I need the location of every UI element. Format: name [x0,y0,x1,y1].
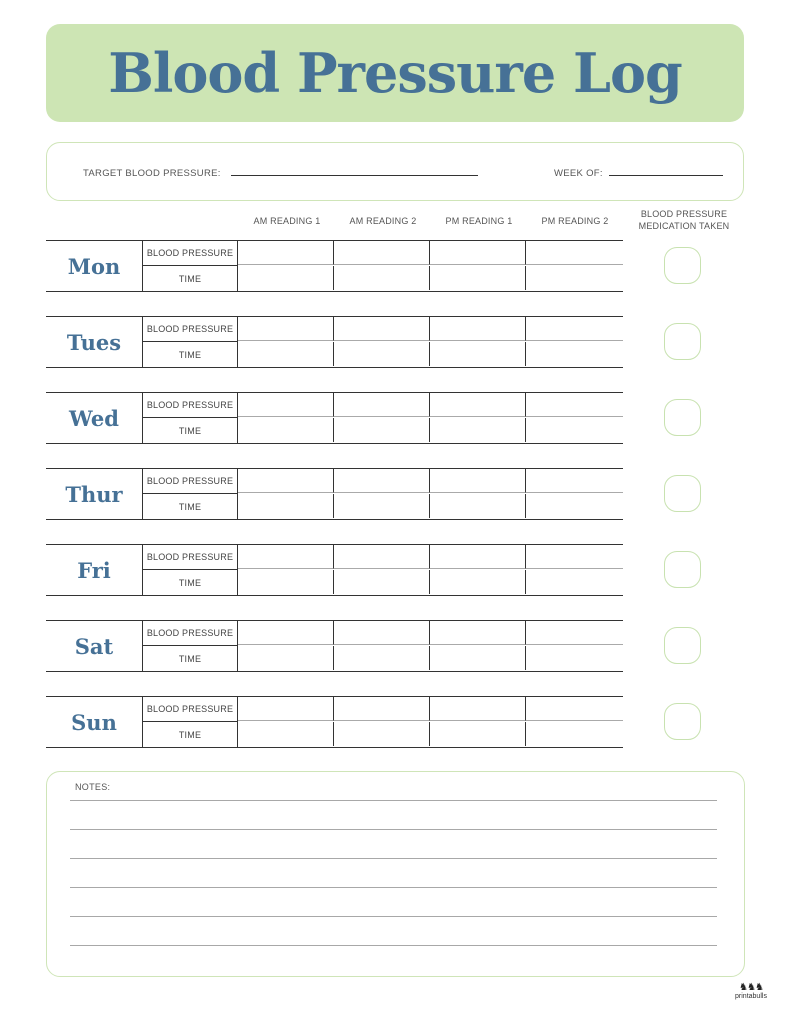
day-name: Wed [69,405,119,431]
time-cell-pm1[interactable] [430,646,526,670]
pressure-cell-pm2[interactable] [526,317,623,341]
time-cell-am2[interactable] [334,342,430,366]
row-label-time: TIME [142,722,238,747]
pressure-cell-am1[interactable] [238,469,334,493]
pressure-cell-pm1[interactable] [430,393,526,417]
time-cell-am2[interactable] [334,722,430,746]
pressure-cell-am1[interactable] [238,545,334,569]
medication-checkbox-wed[interactable] [664,399,701,436]
row-label-pressure: BLOOD PRESSURE [142,697,238,722]
time-cell-am2[interactable] [334,570,430,594]
col-am-reading-2: AM READING 2 [349,216,417,226]
col-am-reading-1: AM READING 1 [253,216,321,226]
pressure-cell-pm2[interactable] [526,393,623,417]
row-label-time: TIME [142,494,238,519]
day-row-sat [46,620,623,672]
target-pressure-label: TARGET BLOOD PRESSURE: [83,168,221,179]
time-cell-pm1[interactable] [430,570,526,594]
pressure-cell-pm2[interactable] [526,469,623,493]
time-cell-am2[interactable] [334,646,430,670]
pressure-cell-am1[interactable] [238,697,334,721]
time-cell-pm2[interactable] [526,570,623,594]
notes-line[interactable] [70,800,717,801]
day-row-sun [46,696,623,748]
brand-logo [727,983,775,1000]
day-row-tues [46,316,623,368]
pressure-cell-am1[interactable] [238,317,334,341]
pressure-cell-pm1[interactable] [430,317,526,341]
time-cell-am1[interactable] [238,722,334,746]
notes-label: NOTES: [75,782,111,792]
col-pm-reading-1: PM READING 1 [445,216,513,226]
time-cell-pm1[interactable] [430,722,526,746]
notes-line[interactable] [70,858,717,859]
time-cell-pm2[interactable] [526,266,623,290]
medication-checkbox-tues[interactable] [664,323,701,360]
pressure-cell-pm2[interactable] [526,621,623,645]
time-cell-am2[interactable] [334,494,430,518]
time-cell-am2[interactable] [334,266,430,290]
medication-checkbox-fri[interactable] [664,551,701,588]
day-name: Sat [74,633,114,659]
pressure-cell-pm1[interactable] [430,469,526,493]
medication-checkbox-mon[interactable] [664,247,701,284]
col-pm-reading-2: PM READING 2 [541,216,609,226]
pressure-cell-am1[interactable] [238,241,334,265]
pressure-cell-am2[interactable] [334,393,430,417]
pressure-cell-pm1[interactable] [430,545,526,569]
time-cell-pm2[interactable] [526,646,623,670]
time-cell-pm1[interactable] [430,266,526,290]
day-name: Thur [65,481,123,507]
day-name: Tues [66,329,122,355]
pressure-cell-pm2[interactable] [526,697,623,721]
pressure-cell-am2[interactable] [334,697,430,721]
time-cell-am1[interactable] [238,266,334,290]
day-name: Sun [71,709,117,735]
target-info-box [46,142,744,201]
week-of-field[interactable] [609,175,723,176]
row-label-pressure: BLOOD PRESSURE [142,317,238,342]
row-label-pressure: BLOOD PRESSURE [142,469,238,494]
pressure-cell-am1[interactable] [238,393,334,417]
pressure-cell-pm2[interactable] [526,545,623,569]
target-pressure-field[interactable] [231,175,478,176]
row-label-time: TIME [142,646,238,671]
row-label-pressure: BLOOD PRESSURE [142,241,238,266]
time-cell-am2[interactable] [334,418,430,442]
time-cell-am1[interactable] [238,646,334,670]
row-label-pressure: BLOOD PRESSURE [142,393,238,418]
day-row-wed [46,392,623,444]
time-cell-pm1[interactable] [430,418,526,442]
pressure-cell-am2[interactable] [334,317,430,341]
medication-checkbox-sun[interactable] [664,703,701,740]
time-cell-pm1[interactable] [430,342,526,366]
day-name: Fri [77,557,111,583]
time-cell-am1[interactable] [238,570,334,594]
pressure-cell-pm1[interactable] [430,621,526,645]
day-row-mon [46,240,623,292]
time-cell-pm1[interactable] [430,494,526,518]
notes-line[interactable] [70,887,717,888]
row-label-time: TIME [142,266,238,291]
time-cell-pm2[interactable] [526,722,623,746]
notes-line[interactable] [70,916,717,917]
row-label-time: TIME [142,418,238,443]
notes-line[interactable] [70,829,717,830]
pressure-cell-am2[interactable] [334,621,430,645]
row-label-pressure: BLOOD PRESSURE [142,545,238,570]
page-title: Blood Pressure Log [108,41,682,105]
brand-name: printabulls [735,993,767,1000]
bulls-logo-icon: ♞♞♞ [739,982,763,993]
medication-checkbox-sat[interactable] [664,627,701,664]
pressure-cell-pm2[interactable] [526,241,623,265]
time-cell-am1[interactable] [238,494,334,518]
pressure-cell-pm1[interactable] [430,697,526,721]
time-cell-am1[interactable] [238,342,334,366]
time-cell-pm2[interactable] [526,342,623,366]
day-name: Mon [67,253,121,279]
time-cell-pm2[interactable] [526,418,623,442]
pressure-cell-am2[interactable] [334,469,430,493]
row-label-time: TIME [142,342,238,367]
pressure-cell-pm1[interactable] [430,241,526,265]
week-of-label: WEEK OF: [554,168,603,179]
time-cell-pm2[interactable] [526,494,623,518]
notes-line[interactable] [70,945,717,946]
time-cell-am1[interactable] [238,418,334,442]
day-row-thur [46,468,623,520]
row-label-time: TIME [142,570,238,595]
title-banner [46,24,744,122]
pressure-cell-am1[interactable] [238,621,334,645]
row-label-pressure: BLOOD PRESSURE [142,621,238,646]
day-row-fri [46,544,623,596]
medication-checkbox-thur[interactable] [664,475,701,512]
pressure-cell-am2[interactable] [334,241,430,265]
col-medication-taken: BLOOD PRESSURE MEDICATION TAKEN [638,209,730,231]
notes-box [46,771,745,977]
pressure-cell-am2[interactable] [334,545,430,569]
